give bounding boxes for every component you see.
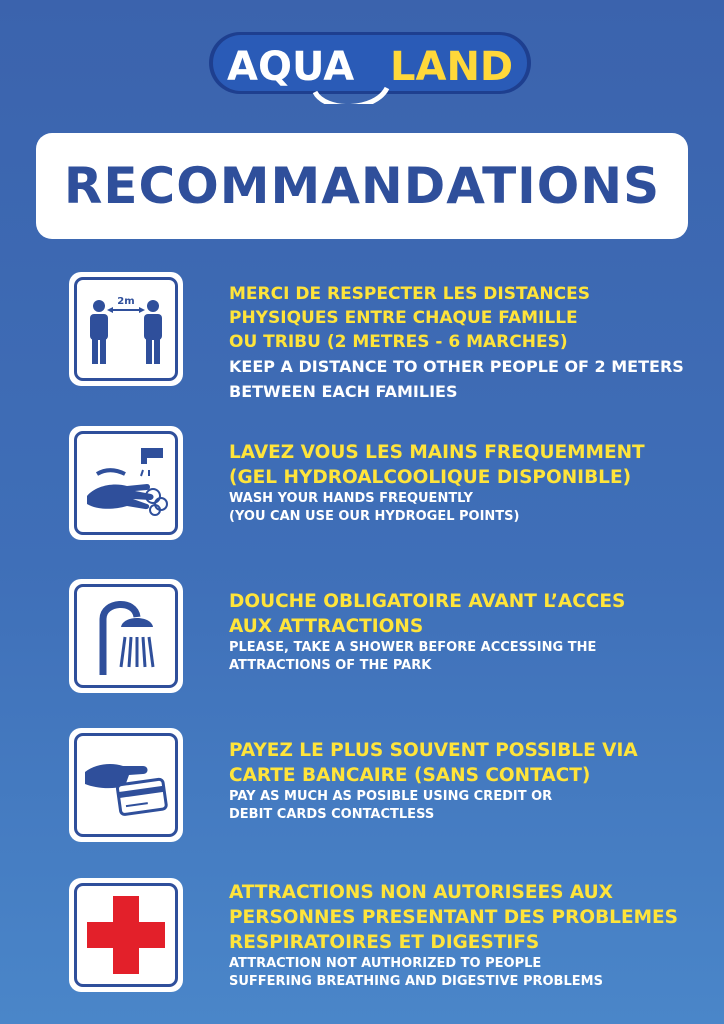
handwash-english-text: WASH YOUR HANDS FREQUENTLY (YOU CAN USE OUR HYDROGEL POINTS) (229, 491, 520, 524)
shower-french-text: DOUCHE OBLIGATOIRE AVANT L’ACCES AUX ATTRACTIONS (229, 591, 626, 637)
page-title: RECOMMANDATIONS (63, 157, 661, 215)
distance-english-text: KEEP A DISTANCE TO OTHER PEOPLE OF 2 METERS BETWEEN EACH FAMILIES (229, 357, 684, 401)
distance-french-text: MERCI DE RESPECTER LES DISTANCES PHYSIQUES ENTRE CHAQUE FAMILLE OU TRIBU (2 METRES - 6 MARCHES) (229, 284, 590, 352)
aqualand-logo (205, 18, 535, 104)
health-english-text: ATTRACTION NOT AUTHORIZED TO PEOPLE SUFFERING BREATHING AND DIGESTIVE PROBLEMS (229, 956, 603, 989)
card-payment-icon (69, 728, 183, 842)
payment-english-text: PAY AS MUCH AS POSIBLE USING CREDIT OR DEBIT CARDS CONTACTLESS (229, 789, 553, 822)
hand-wash-icon (69, 426, 183, 540)
logo-text-aqua: AQUA (227, 44, 355, 90)
payment-french-text: PAYEZ LE PLUS SOUVENT POSSIBLE VIA CARTE BANCAIRE (SANS CONTACT) (229, 740, 638, 786)
shower-english-text: PLEASE, TAKE A SHOWER BEFORE ACCESSING THE ATTRACTIONS OF THE PARK (229, 640, 597, 673)
health-french-text: ATTRACTIONS NON AUTORISEES AUX PERSONNES PRESENTANT DES PROBLEMES RESPIRATOIRES ET DIGESTIFS (229, 882, 678, 953)
title-banner (36, 133, 688, 239)
logo-text-land: LAND (390, 44, 514, 90)
red-cross-icon (69, 878, 183, 992)
social-distance-icon (69, 272, 183, 386)
distance-label: 2m (117, 296, 135, 307)
handwash-french-text: LAVEZ VOUS LES MAINS FREQUEMMENT (GEL HYDROALCOOLIQUE DISPONIBLE) (229, 442, 645, 488)
shower-icon (69, 579, 183, 693)
